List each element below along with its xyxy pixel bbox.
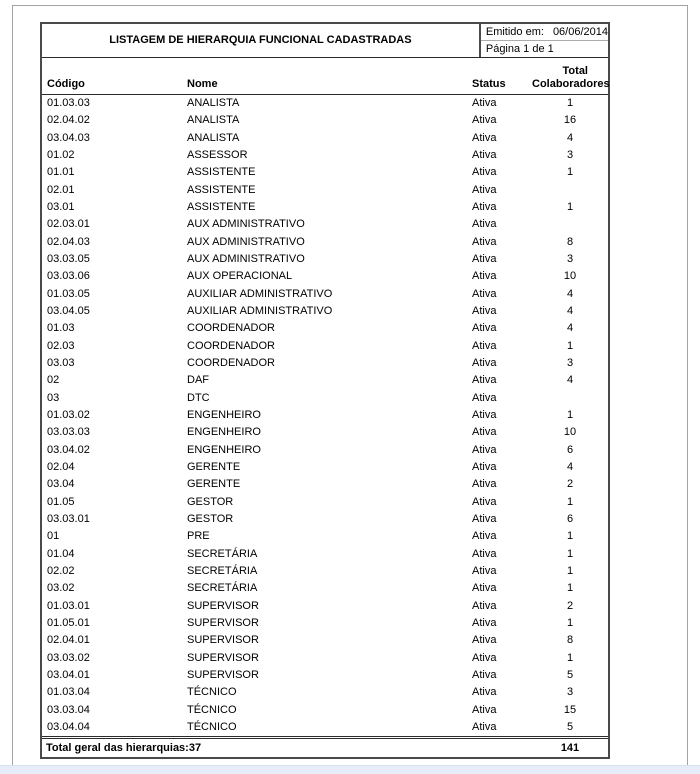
cell-total: 4 xyxy=(566,287,574,300)
cell-nome: GERENTE xyxy=(187,461,241,474)
cell-nome: ANALISTA xyxy=(187,97,240,110)
cell-total: 5 xyxy=(566,720,574,733)
cell-codigo: 03.04.01 xyxy=(47,668,90,681)
cell-codigo: 03.04.04 xyxy=(47,720,90,733)
cell-codigo: 03.04.03 xyxy=(47,131,90,144)
emitted-date: 06/06/2014 xyxy=(552,25,608,38)
cell-codigo: 01.05.01 xyxy=(47,617,90,629)
cell-status: Ativa xyxy=(472,565,497,578)
cell-total: 8 xyxy=(566,634,574,647)
cell-nome: SECRETÁRIA xyxy=(187,565,258,578)
cell-status: Ativa xyxy=(472,322,497,335)
cell-status: Ativa xyxy=(472,218,497,231)
cell-codigo: 03.04.05 xyxy=(47,305,90,318)
cell-status: Ativa xyxy=(472,253,497,266)
cell-nome: ASSESSOR xyxy=(187,149,248,162)
cell-nome: SUPERVISOR xyxy=(187,634,259,647)
cell-nome: DAF xyxy=(187,374,209,387)
cell-codigo: 01.02 xyxy=(47,149,75,162)
table-row xyxy=(42,372,608,389)
table-row xyxy=(42,650,608,667)
cell-total: 1 xyxy=(566,495,574,508)
cell-codigo: 02.03 xyxy=(47,339,75,352)
cell-codigo: 03.03.06 xyxy=(47,270,90,283)
cell-nome: GESTOR xyxy=(187,495,234,508)
cell-codigo: 02.04.03 xyxy=(47,235,90,248)
cell-nome: TÉCNICO xyxy=(187,703,237,716)
colaboradores-header: Colaboradores xyxy=(532,78,610,90)
table-row xyxy=(42,268,608,285)
cell-status: Ativa xyxy=(472,686,497,699)
cell-nome: PRE xyxy=(187,530,210,543)
table-row xyxy=(42,667,608,684)
table-row xyxy=(42,701,608,718)
cell-total: 1 xyxy=(566,97,574,110)
cell-total: 3 xyxy=(566,686,574,699)
cell-status: Ativa xyxy=(472,668,497,681)
cell-status: Ativa xyxy=(472,634,497,647)
table-row xyxy=(42,251,608,268)
cell-nome: ENGENHEIRO xyxy=(187,409,261,422)
cell-status: Ativa xyxy=(472,235,497,248)
cell-total: 1 xyxy=(566,565,574,578)
cell-status: Ativa xyxy=(472,582,497,595)
cell-codigo: 03.03.04 xyxy=(47,703,90,716)
table-row xyxy=(42,407,608,424)
cell-total: 2 xyxy=(566,478,574,491)
cell-nome: SUPERVISOR xyxy=(187,668,259,681)
cell-status: Ativa xyxy=(472,530,497,543)
emitted-row xyxy=(481,24,608,41)
table-row xyxy=(42,355,608,372)
table-row xyxy=(42,147,608,164)
cell-status: Ativa xyxy=(472,651,497,664)
cell-codigo: 03.03 xyxy=(47,357,75,370)
cell-codigo: 02.03.01 xyxy=(47,218,90,231)
total-header-line1: Total xyxy=(562,65,588,77)
table-row xyxy=(42,130,608,147)
table-row xyxy=(42,338,608,355)
emitted-label: Emitido em: xyxy=(485,25,544,38)
table-row xyxy=(42,684,608,701)
cell-nome: GERENTE xyxy=(187,478,241,491)
cell-total: 1 xyxy=(566,547,574,560)
cell-nome: TÉCNICO xyxy=(187,686,237,699)
cell-nome: DTC xyxy=(187,391,210,404)
cell-total: 1 xyxy=(566,339,574,352)
cell-total: 10 xyxy=(563,270,577,283)
cell-total: 1 xyxy=(566,201,574,214)
cell-status: Ativa xyxy=(472,183,497,196)
cell-codigo: 02.02 xyxy=(47,565,75,578)
column-headers xyxy=(42,58,608,95)
cell-total: 6 xyxy=(566,513,574,526)
table-row xyxy=(42,546,608,563)
table-row xyxy=(42,424,608,441)
cell-status: Ativa xyxy=(472,617,497,629)
cell-total: 3 xyxy=(566,253,574,266)
table-row xyxy=(42,442,608,459)
cell-codigo: 02.04.01 xyxy=(47,634,90,647)
cell-total: 8 xyxy=(566,235,574,248)
cell-codigo: 01 xyxy=(47,530,60,543)
cell-codigo: 03.03.01 xyxy=(47,513,90,526)
cell-total: 3 xyxy=(566,357,574,370)
cell-codigo: 02 xyxy=(47,374,60,387)
cell-status: Ativa xyxy=(472,426,497,439)
report-meta xyxy=(479,24,608,57)
cell-status: Ativa xyxy=(472,114,497,127)
table-row xyxy=(42,580,608,597)
cell-total: 1 xyxy=(566,582,574,595)
report-table xyxy=(40,22,610,759)
cell-status: Ativa xyxy=(472,339,497,352)
cell-total: 16 xyxy=(563,114,577,127)
cell-codigo: 02.04 xyxy=(47,461,75,474)
cell-codigo: 01.03.05 xyxy=(47,287,90,300)
table-row xyxy=(42,459,608,476)
table-row xyxy=(42,164,608,181)
grand-total-value: 141 xyxy=(560,741,580,754)
cell-codigo: 01.03 xyxy=(47,322,75,335)
cell-codigo: 03.03.03 xyxy=(47,426,90,439)
table-row xyxy=(42,511,608,528)
cell-codigo: 02.04.02 xyxy=(47,114,90,127)
cell-total: 2 xyxy=(566,599,574,612)
cell-total: 1 xyxy=(566,530,574,543)
table-row xyxy=(42,199,608,216)
table-row xyxy=(42,598,608,615)
cell-total: 1 xyxy=(566,651,574,664)
cell-status: Ativa xyxy=(472,374,497,387)
cell-status: Ativa xyxy=(472,149,497,162)
report-title: LISTAGEM DE HIERARQUIA FUNCIONAL CADASTRADAS xyxy=(109,34,412,46)
cell-codigo: 03.04.02 xyxy=(47,443,90,456)
cell-codigo: 01.03.03 xyxy=(47,97,90,110)
cell-codigo: 02.01 xyxy=(47,183,75,196)
cell-total: 4 xyxy=(566,305,574,318)
nome-header: Nome xyxy=(187,78,218,90)
cell-status: Ativa xyxy=(472,287,497,300)
table-row xyxy=(42,234,608,251)
cell-nome: GESTOR xyxy=(187,513,234,526)
cell-nome: SUPERVISOR xyxy=(187,651,259,664)
horizontal-scrollbar[interactable] xyxy=(0,765,700,774)
cell-status: Ativa xyxy=(472,409,497,422)
cell-nome: AUXILIAR ADMINISTRATIVO xyxy=(187,287,333,300)
cell-nome: SUPERVISOR xyxy=(187,617,259,629)
cell-nome: COORDENADOR xyxy=(187,357,276,370)
cell-total: 4 xyxy=(566,461,574,474)
cell-codigo: 01.03.01 xyxy=(47,599,90,612)
cell-codigo: 03.04 xyxy=(47,478,75,491)
table-row xyxy=(42,719,608,736)
cell-total: 10 xyxy=(563,426,577,439)
cell-nome: SUPERVISOR xyxy=(187,599,259,612)
cell-nome: ENGENHEIRO xyxy=(187,443,261,456)
cell-total: 15 xyxy=(563,703,577,716)
cell-status: Ativa xyxy=(472,703,497,716)
cell-status: Ativa xyxy=(472,305,497,318)
cell-status: Ativa xyxy=(472,97,497,110)
cell-status: Ativa xyxy=(472,461,497,474)
cell-status: Ativa xyxy=(472,131,497,144)
cell-codigo: 01.04 xyxy=(47,547,75,560)
cell-total: 1 xyxy=(566,617,574,629)
cell-nome: ASSISTENTE xyxy=(187,201,256,214)
cell-status: Ativa xyxy=(472,547,497,560)
cell-total: 4 xyxy=(566,322,574,335)
cell-status: Ativa xyxy=(472,357,497,370)
cell-nome: ENGENHEIRO xyxy=(187,426,261,439)
cell-status: Ativa xyxy=(472,599,497,612)
cell-codigo: 03.03.05 xyxy=(47,253,90,266)
cell-nome: TÉCNICO xyxy=(187,720,237,733)
table-row xyxy=(42,528,608,545)
table-row xyxy=(42,216,608,233)
cell-status: Ativa xyxy=(472,166,497,179)
table-row xyxy=(42,563,608,580)
table-rows xyxy=(42,95,608,736)
cell-nome: SECRETÁRIA xyxy=(187,582,258,595)
cell-codigo: 01.03.02 xyxy=(47,409,90,422)
table-row xyxy=(42,615,608,632)
cell-nome: ASSISTENTE xyxy=(187,166,256,179)
cell-nome: AUX ADMINISTRATIVO xyxy=(187,253,305,266)
grand-total-label: Total geral das hierarquias:37 xyxy=(46,741,202,754)
report-header xyxy=(42,24,608,58)
cell-nome: COORDENADOR xyxy=(187,339,276,352)
status-header: Status xyxy=(472,78,506,90)
cell-total: 4 xyxy=(566,374,574,387)
cell-total: 4 xyxy=(566,131,574,144)
cell-total: 1 xyxy=(566,409,574,422)
cell-nome: SECRETÁRIA xyxy=(187,547,258,560)
cell-total: 3 xyxy=(566,149,574,162)
cell-status: Ativa xyxy=(472,443,497,456)
cell-total: 5 xyxy=(566,668,574,681)
cell-nome: AUX ADMINISTRATIVO xyxy=(187,218,305,231)
cell-status: Ativa xyxy=(472,391,497,404)
cell-status: Ativa xyxy=(472,201,497,214)
table-row xyxy=(42,320,608,337)
footer-row xyxy=(42,736,608,757)
cell-codigo: 03.03.02 xyxy=(47,651,90,664)
cell-codigo: 01.05 xyxy=(47,495,75,508)
table-row xyxy=(42,476,608,493)
table-row xyxy=(42,182,608,199)
page-info: Página 1 de 1 xyxy=(485,42,554,55)
table-row xyxy=(42,286,608,303)
cell-status: Ativa xyxy=(472,495,497,508)
cell-nome: COORDENADOR xyxy=(187,322,276,335)
table-row xyxy=(42,303,608,320)
cell-codigo: 01.01 xyxy=(47,166,75,179)
cell-nome: ANALISTA xyxy=(187,131,240,144)
cell-status: Ativa xyxy=(472,513,497,526)
cell-total: 1 xyxy=(566,166,574,179)
codigo-header: Código xyxy=(47,78,85,90)
cell-codigo: 03.01 xyxy=(47,201,75,214)
cell-codigo: 01.03.04 xyxy=(47,686,90,699)
column-header-labels xyxy=(42,78,608,91)
cell-status: Ativa xyxy=(472,270,497,283)
table-row xyxy=(42,632,608,649)
cell-nome: AUX ADMINISTRATIVO xyxy=(187,235,305,248)
cell-nome: ANALISTA xyxy=(187,114,240,127)
cell-status: Ativa xyxy=(472,478,497,491)
cell-nome: AUXILIAR ADMINISTRATIVO xyxy=(187,305,333,318)
cell-status: Ativa xyxy=(472,720,497,733)
table-row xyxy=(42,390,608,407)
cell-codigo: 03.02 xyxy=(47,582,75,595)
cell-nome: ASSISTENTE xyxy=(187,183,256,196)
table-row xyxy=(42,494,608,511)
cell-nome: AUX OPERACIONAL xyxy=(187,270,293,283)
table-row xyxy=(42,95,608,112)
table-row xyxy=(42,112,608,129)
cell-codigo: 03 xyxy=(47,391,60,404)
cell-total: 6 xyxy=(566,443,574,456)
